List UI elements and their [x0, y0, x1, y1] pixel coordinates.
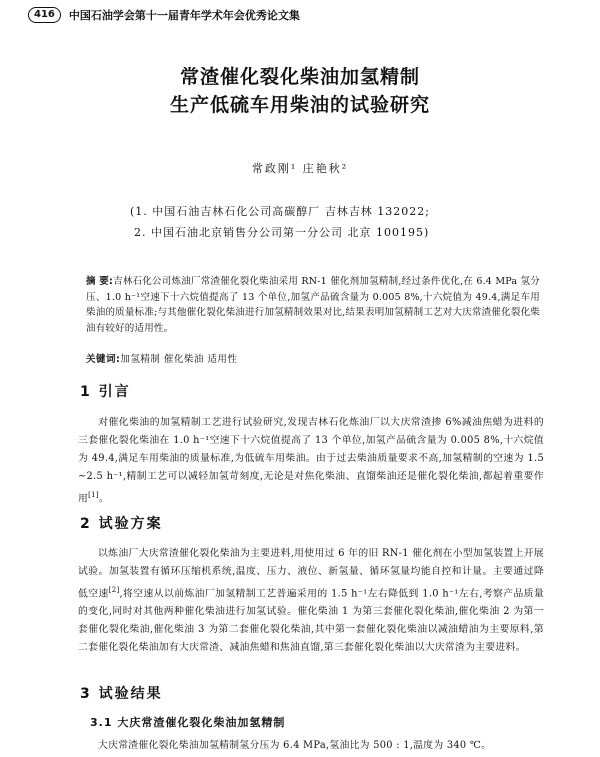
journal-title: 中国石油学会第十一届青年学术年会优秀论文集: [68, 9, 300, 22]
abstract-label: 摘 要:: [86, 276, 114, 287]
running-header: [28, 4, 580, 26]
affiliation-2: 2. 中国石油北京销售分公司第一分公司 北京 100195): [134, 226, 430, 239]
abstract: [86, 274, 540, 336]
section-3-heading: 3 试验结果: [80, 686, 163, 702]
section-1-paragraph: [78, 414, 544, 508]
paper-title-line-1: 常渣催化裂化柴油加氢精制: [179, 66, 420, 88]
section-2-text-b: ,将空速从以前炼油厂加氢精制工艺普遍采用的 1.5 h⁻¹左右降低到 1.0 h⁻¹左右,考察产品质量的变化,同时对其他两种催化柴油进行加氢试验。催化柴油 1 为第三套催化裂化柴油,催化柴油 2 为第一套催化裂化柴油,催化柴油 3 为第二套催化裂化柴油,其中第一套催化裂化柴油以减油蜡油为主要原料,第二套催化裂化柴油加有大庆常渣、减油焦蜡和焦油直馏,第三套催化裂化柴油以大庆常渣为主要进料。: [78, 588, 544, 654]
section-1-end: 。: [98, 493, 110, 505]
abstract-text: 吉林石化公司炼油厂常渣催化裂化柴油采用 RN-1 催化剂加氢精制,经过条件优化,在 6.4 MPa 氢分压、1.0 h⁻¹空速下十六烷值提高了 13 个单位,加氢产品硫含量为 0.005 8%,十六烷值为 49.4,满足车用柴油的质量标准;与其他催化裂化柴油进行加氢精制效果对比,结果表明加氢精制工艺对大庆常渣催化裂化柴油有较好的适用性。: [86, 276, 540, 334]
section-3-1-text: 大庆常渣催化裂化柴油加氢精制氢分压为 6.4 MPa,氢油比为 500 : 1,温度为 340 ℃。: [98, 740, 492, 751]
citation-2: [2]: [108, 586, 120, 594]
section-2-heading: 2 试验方案: [80, 516, 163, 532]
keywords: [86, 351, 237, 365]
section-3-1-heading: 3.1 大庆常渣催化裂化柴油加氢精制: [90, 716, 286, 729]
paper-title-line-2: 生产低硫车用柴油的试验研究: [169, 94, 430, 116]
section-1-heading: 1 引言: [80, 384, 131, 400]
affiliation-1: (1. 中国石油吉林石化公司高碳醇厂 吉林吉林 132022;: [130, 205, 430, 218]
page-number: 416: [28, 7, 61, 23]
section-1-text: 对催化柴油的加氢精制工艺进行试验研究,发现吉林石化炼油厂以大庆常渣掺 6%减油焦蜡为进料的三套催化裂化柴油在 1.0 h⁻¹空速下十六烷值提高了 13 个单位,加氢产品硫含量为 0.005 8%,十六烷值为 49.4,满足车用柴油的质量标准,为低硫车用柴油。由于过去柴油质量要求不高,加氢精制的空速为 1.5 ~2.5 h⁻¹,精制工艺可以减轻加氢苛刻度,无论是对焦化柴油、直馏柴油还是催化裂化柴油,都起着重要作用: [78, 417, 544, 505]
keywords-text: 加氢精制 催化柴油 适用性: [120, 354, 238, 365]
section-3-1-paragraph: [78, 737, 544, 755]
authors: 常政刚¹ 庄艳秋²: [251, 162, 349, 175]
section-2-paragraph: [78, 545, 544, 657]
section-2-text-a: 以炼油厂大庆常渣催化裂化柴油为主要进料,用使用过 6 年的旧 RN-1 催化剂在小型加氢装置上开展试验。加氢装置有循环压缩机系统,温度、压力、液位、新氢量、循环氢量均能自控和计量。主要通过降低空速: [78, 548, 544, 600]
citation-1: [1]: [88, 491, 99, 499]
keywords-label: 关键词:: [86, 354, 121, 365]
